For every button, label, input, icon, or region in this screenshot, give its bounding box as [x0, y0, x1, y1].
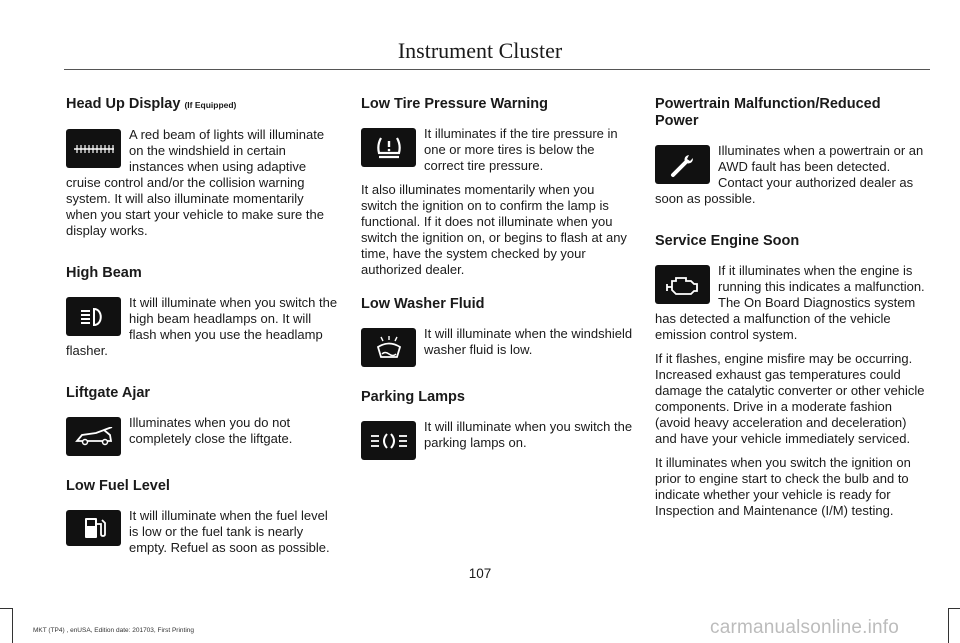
section-body: It also illuminates momentarily when you switch the ignition on to confirm the lamp is functional. If it does not illuminate when you switch the ignition on, or begins to flash at any time, have the system checked by your authorized dealer.: [361, 182, 627, 277]
section-low-fuel-level: [66, 478, 338, 564]
crop-mark: [948, 608, 960, 609]
section-title: Low Tire Pressure Warning: [361, 96, 548, 112]
section-head-up-display: [66, 96, 338, 247]
page-header-title: Instrument Cluster: [397, 38, 563, 63]
section-title: Low Fuel Level: [66, 478, 170, 494]
section-title: Parking Lamps: [361, 389, 465, 405]
section-body: If it flashes, engine misfire may be occurring. Increased exhaust gas temperatures could damage the catalytic converter or other vehicle components. Drive in a moderate fashion (avoid heavy acceleration and deceleration) and have your vehicle immediately serviced.: [655, 351, 925, 446]
fuel-pump-icon: [66, 510, 121, 546]
section-liftgate-ajar: [66, 385, 338, 460]
check-engine-icon: [655, 265, 710, 304]
section-title: Low Washer Fluid: [361, 296, 485, 312]
watermark: carmanualsonline.info: [710, 617, 900, 638]
section-title: High Beam: [66, 265, 142, 281]
crop-mark: [12, 608, 13, 643]
section-body: It illuminates if the tire pressure in one or more tires is below the correct tire pressure.: [424, 126, 618, 173]
section-service-engine-soon: [655, 233, 927, 519]
crop-mark: [0, 608, 12, 609]
section-body: A red beam of lights will illuminate on the windshield in certain instances when using adaptive cruise control and/or the collision warning system. It will also illuminate momentarily when you start your vehicle to make sure the display works.: [66, 127, 325, 238]
section-title: Powertrain Malfunction/Reduced Power: [655, 96, 881, 129]
wrench-icon: [655, 145, 710, 184]
section-body: It will illuminate when you switch the parking lamps on.: [424, 419, 633, 450]
section-body: Illuminates when you do not completely close the liftgate.: [129, 415, 293, 446]
high-beam-icon: [66, 297, 121, 336]
section-body: It will illuminate when the windshield washer fluid is low.: [424, 326, 633, 357]
column-1: [66, 96, 338, 582]
section-body: It illuminates when you switch the ignition on prior to engine start to check the bulb and to indicate whether your vehicle is ready for Inspection and Maintenance (I/M) testing.: [655, 455, 911, 518]
if-equipped-note: (If Equipped): [184, 100, 237, 110]
section-low-washer-fluid: [361, 296, 633, 371]
section-title: Service Engine Soon: [655, 233, 800, 249]
header-divider: [64, 69, 930, 70]
section-high-beam: [66, 265, 338, 367]
liftgate-ajar-icon: [66, 417, 121, 456]
section-title: Head Up Display (If Equipped): [66, 96, 237, 112]
section-low-tire-pressure: [361, 96, 633, 278]
section-body: Illuminates when a powertrain or an AWD fault has been detected. Contact your authorized dealer as soon as possible.: [655, 143, 924, 206]
washer-fluid-icon: [361, 328, 416, 367]
section-body: If it illuminates when the engine is running this indicates a malfunction. The On Board Diagnostics system has detected a malfunction of the vehicle emission control system.: [655, 263, 925, 342]
crop-mark: [948, 608, 949, 643]
section-body: It will illuminate when you switch the high beam headlamps on. It will flash when you use the headlamp flasher.: [66, 295, 338, 358]
section-title: Liftgate Ajar: [66, 385, 151, 401]
section-body: It will illuminate when the fuel level is low or the fuel tank is nearly empty. Refuel as soon as possible.: [129, 508, 330, 555]
column-2: [361, 96, 633, 482]
column-3: [655, 96, 927, 537]
parking-lamps-icon: [361, 421, 416, 460]
section-powertrain-malfunction: [655, 96, 927, 215]
page-number: 107: [468, 566, 492, 581]
head-up-display-icon: [66, 129, 121, 168]
footer-edition-info: MKT (TP4) , enUSA, Edition date: 201703, First Printing: [33, 627, 195, 634]
section-parking-lamps: [361, 389, 633, 464]
tire-pressure-icon: [361, 128, 416, 167]
